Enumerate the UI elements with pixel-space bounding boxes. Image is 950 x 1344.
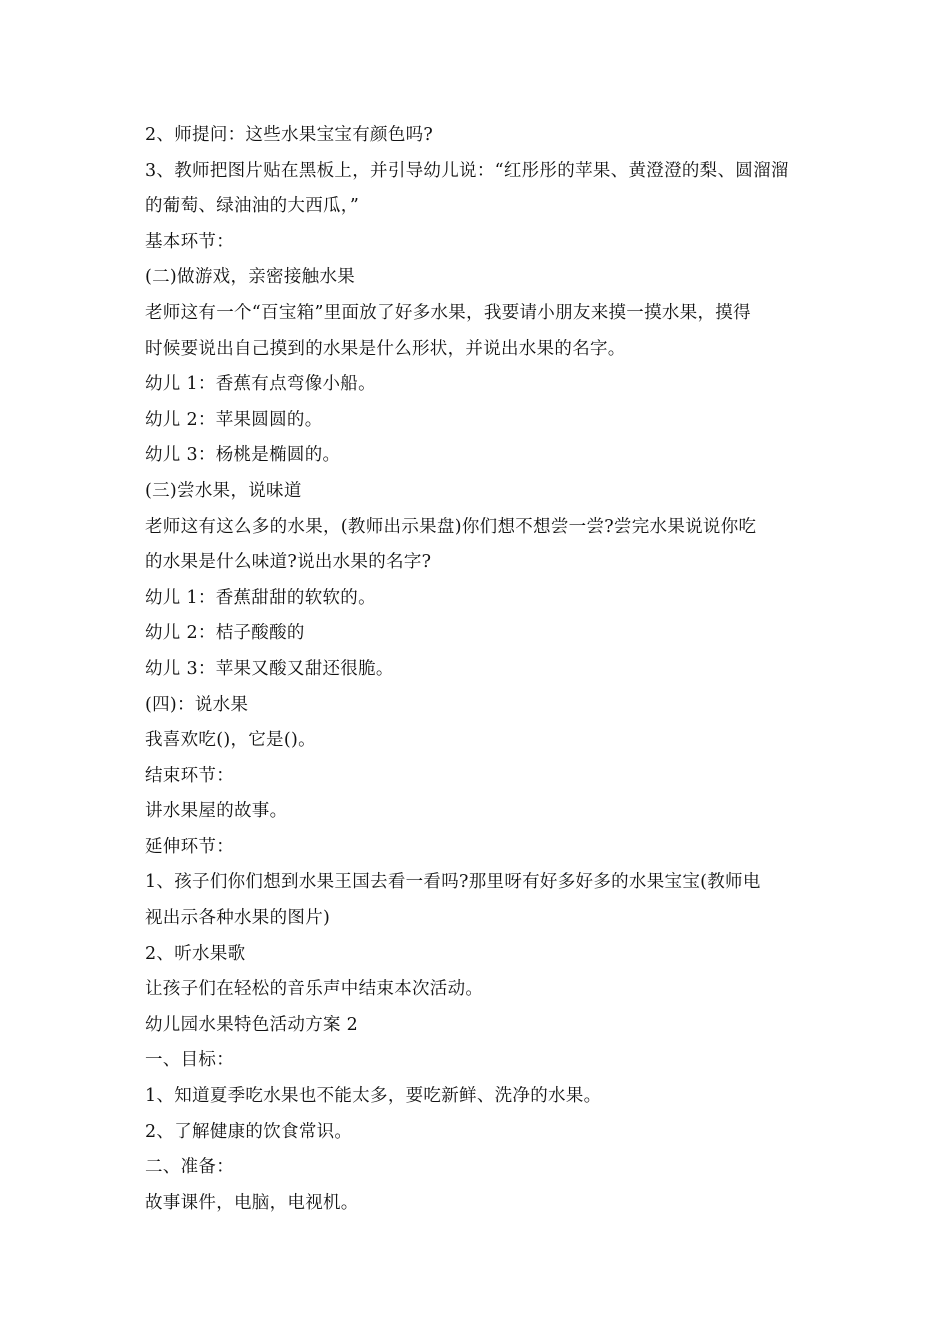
text-line: 1、知道夏季吃水果也不能太多，要吃新鲜、洗净的水果。	[145, 1086, 602, 1107]
text-line: 的水果是什么味道?说出水果的名字?	[145, 552, 432, 573]
text-line: 视出示各种水果的图片)	[145, 908, 331, 929]
text-line: 让孩子们在轻松的音乐声中结束本次活动。	[145, 979, 484, 1000]
section-heading: 延伸环节：	[145, 836, 234, 857]
section-heading: (二)做游戏，亲密接触水果	[145, 267, 356, 288]
section-heading: 基本环节：	[145, 231, 234, 252]
text-line: 幼儿 1：香蕉甜甜的软软的。	[145, 587, 376, 608]
text-line: 老师这有一个“百宝箱”里面放了好多水果，我要请小朋友来摸一摸水果，摸得	[145, 302, 751, 323]
text-line: 2、了解健康的饮食常识。	[145, 1121, 353, 1142]
text-line: 2、师提问：这些水果宝宝有颜色吗?	[145, 125, 434, 145]
text-line: 1、孩子们你们想到水果王国去看一看吗?那里呀有好多好多的水果宝宝(教师电	[145, 872, 761, 893]
section-heading: 二、准备：	[145, 1157, 234, 1178]
document-title: 幼儿园水果特色活动方案 2	[145, 1014, 359, 1035]
section-heading: 一、目标：	[145, 1050, 234, 1071]
text-line: 3、教师把图片贴在黑板上，并引导幼儿说：“红彤彤的苹果、黄澄澄的梨、圆溜溜	[145, 160, 789, 181]
text-line: 老师这有这么多的水果，(教师出示果盘)你们想不想尝一尝?尝完水果说说你吃	[145, 516, 757, 537]
text-line: 幼儿 3：苹果又酸又甜还很脆。	[145, 658, 394, 679]
text-line: 幼儿 2：苹果圆圆的。	[145, 409, 323, 430]
text-line: 2、听水果歌	[145, 943, 246, 964]
text-line: 幼儿 2：桔子酸酸的	[145, 623, 305, 644]
text-line: 幼儿 3：杨桃是椭圆的。	[145, 445, 341, 466]
document-body	[145, 118, 813, 1221]
section-heading: 结束环节：	[145, 765, 234, 786]
text-line: 时候要说出自己摸到的水果是什么形状，并说出水果的名字。	[145, 338, 626, 359]
text-line: 故事课件，电脑，电视机。	[145, 1192, 359, 1213]
text-line: 我喜欢吃()，它是()。	[145, 730, 316, 751]
section-heading: (四)：说水果	[145, 694, 249, 715]
text-line: 讲水果屋的故事。	[145, 801, 288, 822]
text-line: 幼儿 1：香蕉有点弯像小船。	[145, 374, 376, 395]
text-line: 的葡萄、绿油油的大西瓜，”	[145, 196, 360, 217]
section-heading: (三)尝水果，说味道	[145, 480, 302, 501]
